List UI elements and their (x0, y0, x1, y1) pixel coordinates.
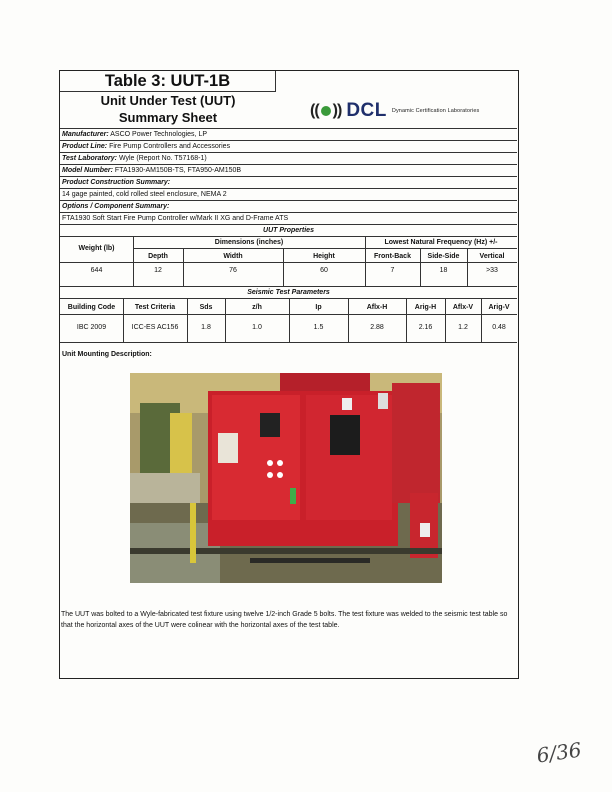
logo-name: DCL (346, 100, 387, 121)
arig-h-header: Arig-H (414, 304, 437, 311)
model-number-label: Model Number: (62, 167, 113, 174)
manufacturer-label: Manufacturer: (62, 131, 109, 138)
depth-value: 12 (154, 267, 162, 274)
aflx-v-header: Aflx-V (452, 304, 474, 311)
dimensions-header: Dimensions (inches) (214, 239, 284, 246)
options-value: FTA1930 Soft Start Fire Pump Controller w/Mark II XG and D-Frame ATS (62, 215, 289, 222)
mounting-description: The UUT was bolted to a Wyle-fabricated test fixture using twelve 1/2-inch Grade 5 bolts. The test fixture was welded to the seismic test table so that the horizontal axes of the UUT were colinear with the horizontal axes of the test table. (61, 611, 508, 629)
height-header: Height (313, 253, 335, 260)
uut-photo (130, 373, 442, 583)
uut-photo-illustration (130, 373, 442, 583)
depth-header: Depth (148, 253, 168, 260)
product-line-label: Product Line: (62, 143, 108, 150)
side-side-value: 18 (439, 267, 448, 274)
options-label-row (60, 201, 517, 212)
options-label: Options / Component Summary: (62, 203, 170, 210)
ip-header: Ip (315, 304, 322, 311)
sds-header: Sds (199, 304, 213, 311)
zh-value: 1.0 (252, 324, 262, 331)
model-number-row (60, 165, 517, 176)
construction-label-row (60, 177, 517, 188)
manufacturer-row (60, 129, 517, 140)
test-lab-value: Wyle (Report No. T57168-1) (118, 155, 207, 162)
vertical-value: >33 (486, 267, 498, 274)
height-value: 60 (320, 267, 328, 274)
frequency-header: Lowest Natural Frequency (Hz) +/- (384, 239, 498, 246)
front-back-header: Front-Back (374, 253, 411, 260)
test-criteria-value: ICC-ES AC156 (131, 324, 179, 331)
page-number-handwritten (533, 725, 593, 775)
zh-header: z/h (252, 304, 262, 311)
aflx-h-value: 2.88 (370, 324, 384, 331)
building-code-header: Building Code (67, 304, 116, 311)
aflx-h-header: Aflx-H (366, 304, 388, 311)
test-lab-row (60, 153, 517, 164)
uut-heading-line1: Unit Under Test (UUT) (100, 93, 236, 108)
ip-value: 1.5 (313, 324, 324, 331)
arig-v-value: 0.48 (492, 324, 506, 331)
test-lab-label: Test Laboratory: (62, 155, 117, 162)
front-back-value: 7 (390, 267, 395, 274)
width-header: Width (223, 253, 243, 260)
logo-waves-left: (( (310, 102, 319, 119)
vertical-header: Vertical (479, 253, 505, 260)
sds-value: 1.8 (201, 324, 211, 331)
test-criteria-header: Test Criteria (134, 304, 176, 311)
construction-label: Product Construction Summary: (62, 179, 171, 186)
uut-properties-title: UUT Properties (263, 227, 314, 234)
logo-waves-right: )) (332, 102, 342, 119)
product-line-row (60, 141, 517, 152)
logo-subtitle: Dynamic Certification Laboratories (391, 108, 480, 114)
construction-value: 14 gage painted, cold rolled steel enclosure, NEMA 2 (62, 191, 227, 198)
weight-header: Weight (lb) (78, 245, 115, 252)
manufacturer-value: ASCO Power Technologies, LP (110, 131, 208, 138)
width-value: 76 (229, 267, 237, 274)
uut-heading (60, 92, 276, 126)
page-number: 6/36 (535, 737, 583, 768)
building-code-value: IBC 2009 (76, 324, 107, 331)
table-title: Table 3: UUT-1B (60, 71, 276, 92)
mounting-label: Unit Mounting Description: (62, 351, 152, 358)
model-number-value: FTA1930-AM150B-TS, FTA950-AM150B (114, 167, 242, 174)
product-line-value: Fire Pump Controllers and Accessories (109, 143, 231, 150)
arig-h-value: 2.16 (418, 324, 433, 331)
logo-dot-icon (321, 106, 331, 116)
arig-v-header: Arig-V (488, 304, 510, 311)
aflx-v-value: 1.2 (458, 324, 468, 331)
side-side-header: Side-Side (427, 253, 460, 260)
uut-heading-line2: Summary Sheet (118, 110, 218, 125)
weight-value: 644 (90, 267, 103, 274)
summary-sheet (59, 70, 519, 679)
seismic-title: Seismic Test Parameters (247, 289, 330, 296)
dcl-logo (310, 97, 479, 125)
